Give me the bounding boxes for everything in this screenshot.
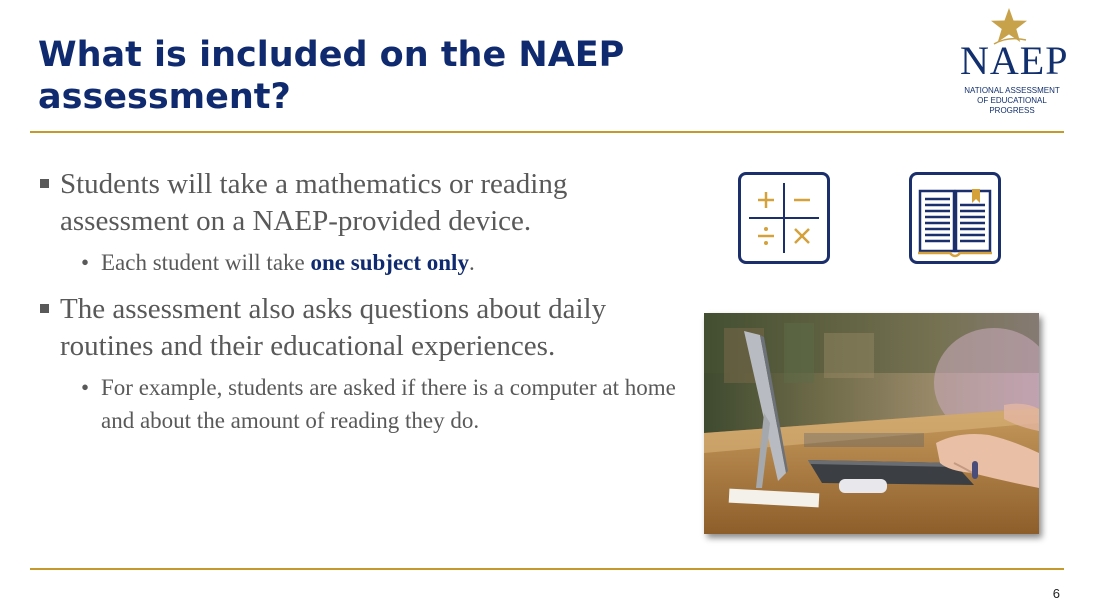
emphasis-text: one subject only bbox=[310, 250, 469, 275]
naep-logo bbox=[960, 6, 1069, 121]
slide-title: What is included on the NAEP assessment? bbox=[38, 35, 625, 117]
square-bullet-icon bbox=[40, 179, 49, 188]
bullet-text: The assessment also asks questions about daily routines and their educational experiences. bbox=[60, 293, 607, 362]
sub-bullet-text: Each student will take bbox=[101, 250, 311, 275]
page-number: 6 bbox=[1052, 586, 1060, 601]
square-bullet-icon bbox=[40, 304, 49, 313]
sub-bullet-item bbox=[40, 371, 690, 437]
math-operators-icon bbox=[738, 172, 830, 264]
logo-subtitle-line: PROGRESS bbox=[989, 106, 1035, 115]
logo-subtitle-line: OF EDUCATIONAL bbox=[977, 96, 1047, 105]
sub-bullet-item bbox=[40, 246, 690, 279]
footer-divider bbox=[30, 568, 1064, 570]
sub-bullet-text-end: . bbox=[468, 250, 475, 275]
sub-bullet-text: For example, students are asked if there is a computer at home and about the amount of reading they do. bbox=[101, 375, 676, 433]
dot-bullet-icon: • bbox=[81, 375, 90, 400]
logo-wordmark: NAEP bbox=[960, 38, 1069, 83]
student-tablet-photo bbox=[704, 313, 1039, 534]
bullet-item bbox=[40, 166, 690, 240]
bullet-list bbox=[40, 166, 690, 449]
logo-subtitle-line: NATIONAL ASSESSMENT bbox=[964, 86, 1060, 95]
bullet-text: Students will take a mathematics or reading assessment on a NAEP-provided device. bbox=[60, 168, 568, 237]
title-divider bbox=[30, 131, 1064, 133]
dot-bullet-icon: • bbox=[81, 250, 90, 275]
open-book-icon bbox=[909, 172, 1001, 264]
bullet-item bbox=[40, 291, 690, 365]
logo-subtitle bbox=[960, 86, 1064, 116]
